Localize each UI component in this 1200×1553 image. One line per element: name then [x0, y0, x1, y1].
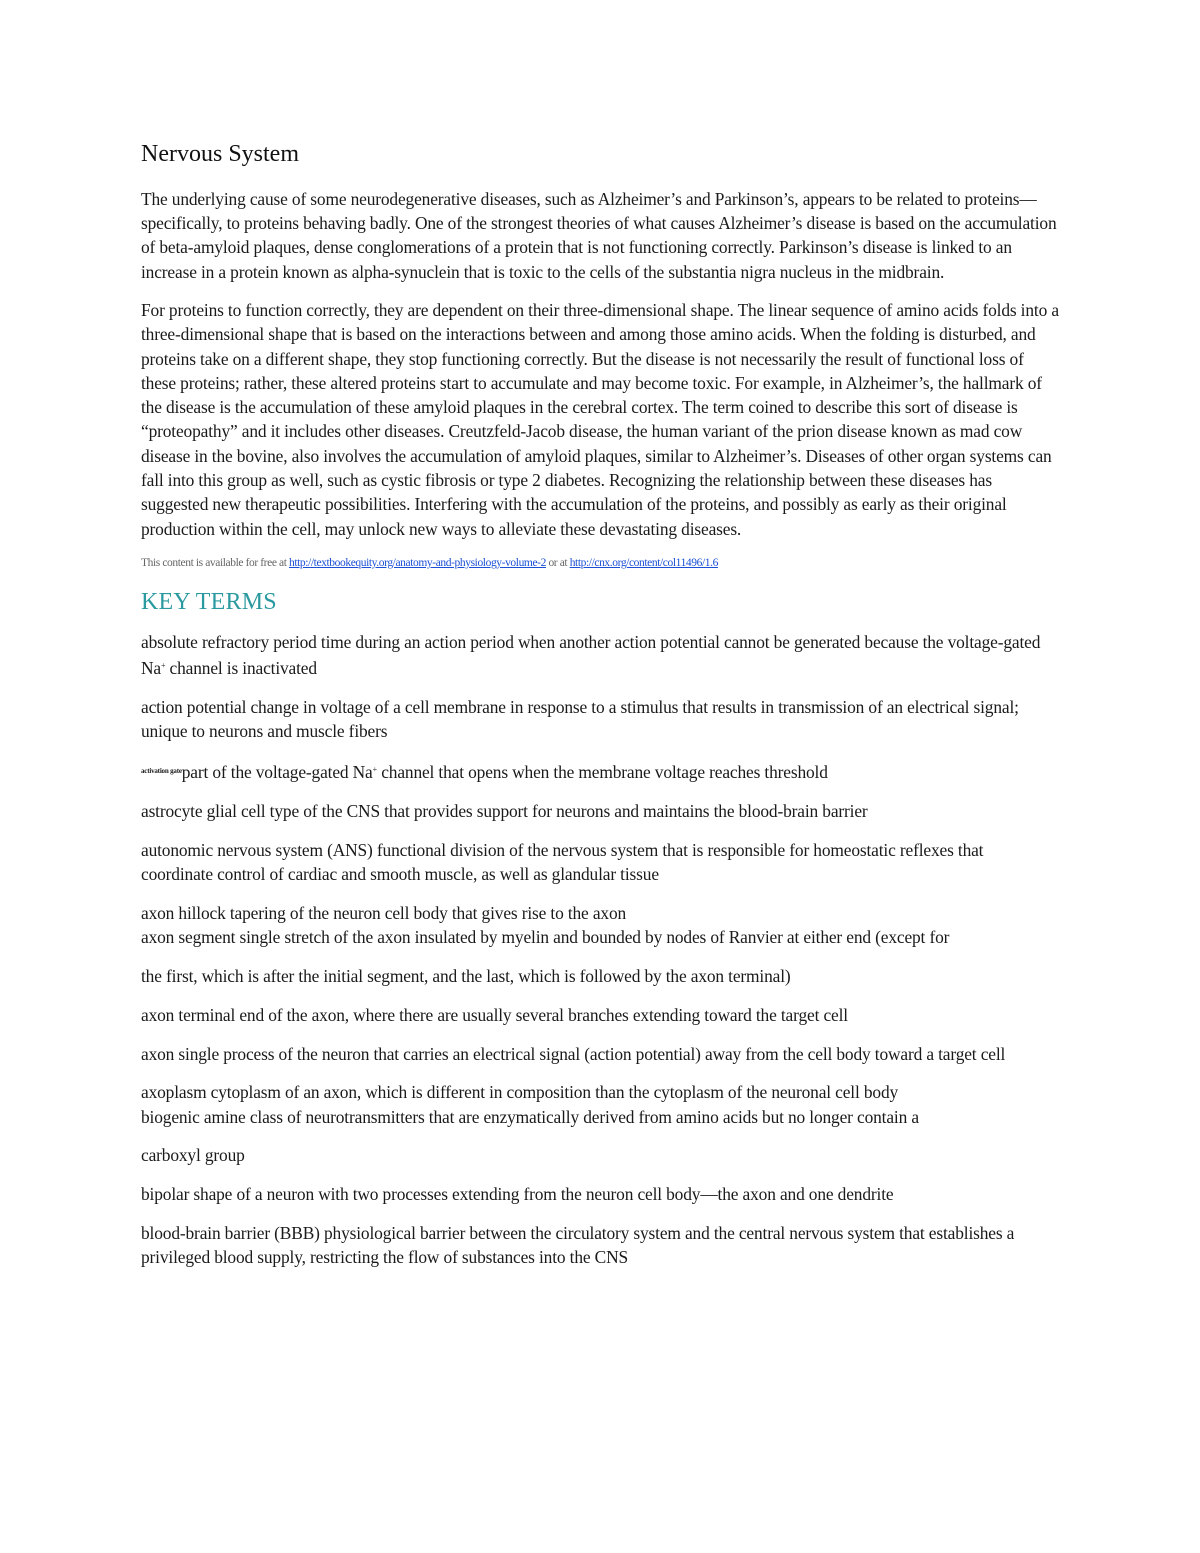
paragraph-proteopathy: For proteins to function correctly, they are dependent on their three-dimensional shape. The linear sequence of amino acids folds into a three-dimensional shape that is based on the interactions between and among those amino acids. When the folding is disturbed, and proteins take on a different shape, they stop functioning correctly. But the disease is not necessarily the result of functional loss of these proteins; rather, these altered proteins start to accumulate and may become toxic. For example, in Alzheimer’s, the hallmark of the disease is the accumulation of these amyloid plaques in the cerebral cortex. The term coined to describe this sort of disease is “proteopathy” and it includes other diseases. Creutzfeld-Jacob disease, the human variant of the prion disease known as mad cow disease in the bovine, also involves the accumulation of amyloid plaques, similar to Alzheimer’s. Diseases of other organ systems can fall into this group as well, such as cystic fibrosis or type 2 diabetes. Recognizing the relationship between these diseases has suggested new therapeutic possibilities. Interfering with the accumulation of the proteins, and possibly as early as their original production within the cell, may unlock new ways to alleviate these devastating diseases. [141, 299, 1059, 539]
paragraph-proteins-behaving-badly: The underlying cause of some neurodegenerative diseases, such as Alzheimer’s and Parkinson’s, appears to be related to proteins—specifically, to proteins behaving badly. One of the strongest theories of what causes Alzheimer’s disease is based on the accumulation of beta-amyloid plaques, dense conglomerations of a protein that is not functioning correctly. Parkinson’s disease is linked to an increase in a protein known as alpha-synuclein that is toxic to the cells of the substantia nigra nucleus in the midbrain. [141, 188, 1057, 282]
term-blood-brain-barrier: blood-brain barrier (BBB) physiological barrier between the circulatory system and the central nervous system that establishes a privileged blood supply, restricting the flow of substances into the CNS [141, 1223, 1015, 1268]
term-axoplasm: axoplasm cytoplasm of an axon, which is different in composition than the cytoplasm of the neuronal cell body [141, 1082, 899, 1103]
credit-middle: or at [545, 556, 570, 569]
textbookequity-link[interactable]: http://textbookequity.org/anatomy-and-physiology-volume-2 [288, 556, 546, 569]
term-label-activation-gate: activation gate [141, 767, 182, 776]
cnx-link[interactable]: http://cnx.org/content/col11496/1.6 [569, 556, 718, 569]
term-autonomic-nervous-system: autonomic nervous system (ANS) functional division of the nervous system that is responsible for homeostatic reflexes that coordinate control of cardiac and smooth muscle, as well as glandular tissue [141, 839, 984, 885]
term-absolute-refractory-period [141, 630, 1059, 681]
document-page [141, 140, 1059, 1284]
term-biogenic-amine: biogenic amine class of neurotransmitters that are enzymatically derived from amino acids but no longer contain a [141, 1106, 919, 1127]
superscript-plus: + [372, 765, 378, 775]
key-terms-heading: KEY TERMS [141, 588, 277, 615]
superscript-plus: + [160, 661, 166, 671]
term-bipolar: bipolar shape of a neuron with two processes extending from the neuron cell body—the axon and one dendrite [141, 1184, 894, 1205]
term-text: absolute refractory period time during an action period when another action potential cannot be generated because the voltage-gated Na [141, 631, 1041, 679]
credit-prefix: This content is available for free at [141, 556, 289, 569]
term-text-cont: channel is inactivated [165, 658, 317, 679]
term-axon-segment: axon segment single stretch of the axon insulated by myelin and bounded by nodes of Ranvier at either end (except for [141, 927, 950, 948]
term-axon-segment-continued: the first, which is after the initial segment, and the last, which is followed by the axon terminal) [141, 965, 791, 986]
term-axon-hillock: axon hillock tapering of the neuron cell body that gives rise to the axon [141, 902, 627, 923]
term-text-cont: channel that opens when the membrane voltage reaches threshold [377, 762, 828, 783]
term-axon-terminal: axon terminal end of the axon, where there are usually several branches extending toward the target cell [141, 1004, 848, 1025]
term-biogenic-amine-continued: carboxyl group [141, 1145, 245, 1166]
content-credit [141, 555, 1059, 571]
term-action-potential: action potential change in voltage of a cell membrane in response to a stimulus that results in transmission of an electrical signal; unique to neurons and muscle fibers [141, 697, 1019, 742]
term-activation-gate [141, 758, 1059, 784]
term-astrocyte: astrocyte glial cell type of the CNS that provides support for neurons and maintains the blood-brain barrier [141, 800, 868, 821]
section-title: Nervous System [141, 141, 299, 167]
term-text: part of the voltage-gated Na [181, 762, 373, 783]
term-axon: axon single process of the neuron that carries an electrical signal (action potential) away from the cell body toward a target cell [141, 1043, 1006, 1064]
